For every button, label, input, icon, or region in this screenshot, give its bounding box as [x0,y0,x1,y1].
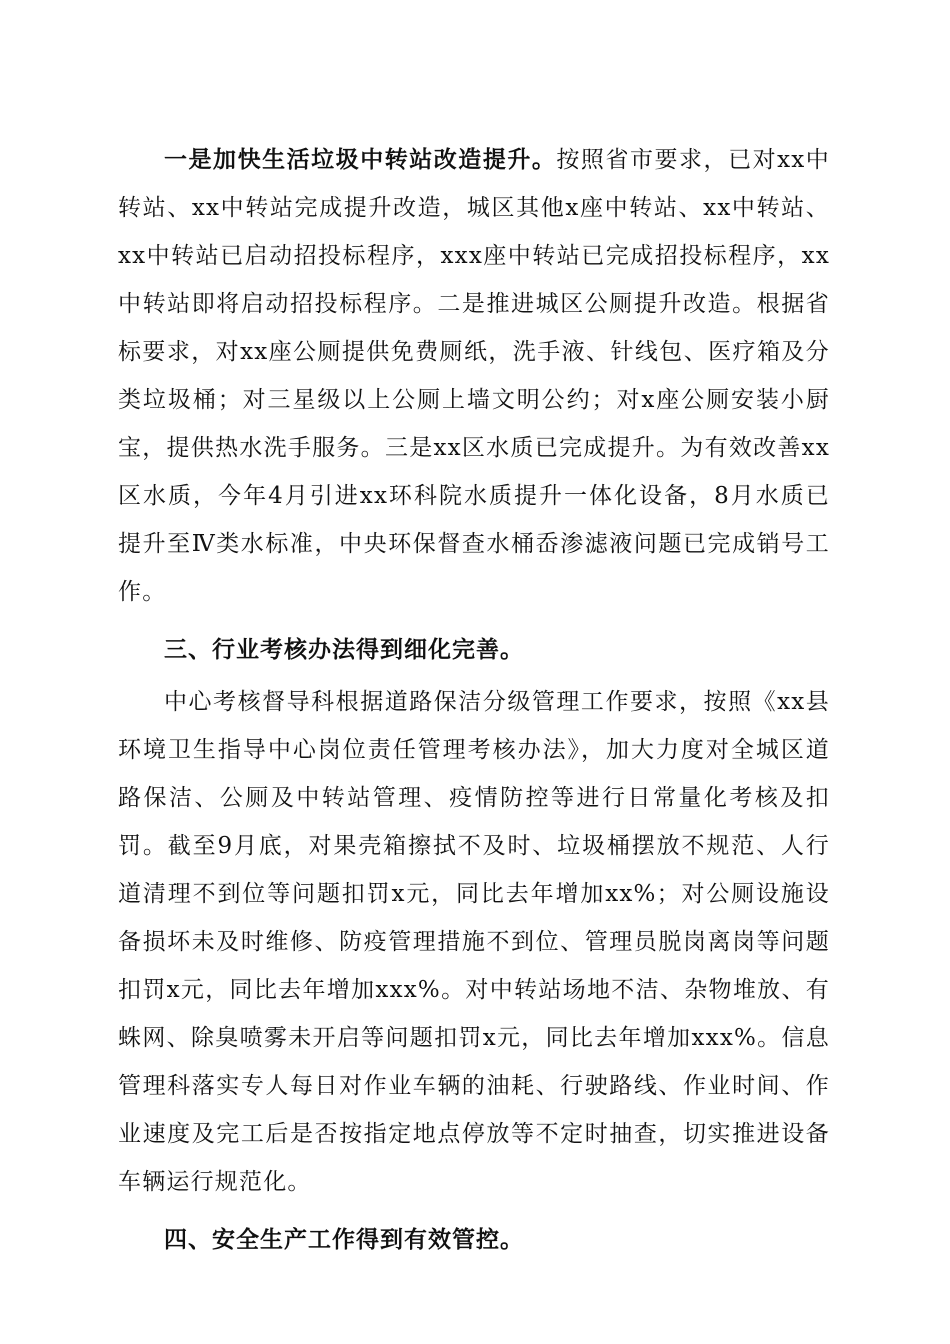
paragraph-toilet-and-transfer-station [118,136,830,616]
paragraph-assessment: 中心考核督导科根据道路保洁分级管理工作要求，按照《xx县环境卫生指导中心岗位责任管理考核办法》，加大力度对全城区道路保洁、公厕及中转站管理、疫情防控等进行日常量化考核及扣罚。截至9月底，对果壳箱擦拭不及时、垃圾桶摆放不规范、人行道清理不到位等问题扣罚x元，同比去年增加xx%；对公厕设施设备损坏未及时维修、防疫管理措施不到位、管理员脱岗离岗等问题扣罚x元，同比去年增加xxx%。对中转站场地不洁、杂物堆放、有蛛网、除臭喷雾未开启等问题扣罚x元，同比去年增加xxx%。信息管理科落实专人每日对作业车辆的油耗、行驶路线、作业时间、作业速度及完工后是否按指定地点停放等不定时抽查，切实推进设备车辆运行规范化。 [118,689,830,1195]
paragraph-lead: 一是加快生活垃圾中转站改造提升。 [164,146,557,173]
document-body [118,136,830,1268]
section-heading-4: 四、安全生产工作得到有效管控。 [164,1227,524,1253]
paragraph-body: 按照省市要求，已对xx中转站、xx中转站完成提升改造，城区其他x座中转站、xx中转站、xx中转站已启动招投标程序，xxx座中转站已完成招投标程序，xx中转站即将启动招投标程序。二是推进城区公厕提升改造。根据省标要求，对xx座公厕提供免费厕纸，洗手液、针线包、医疗箱及分类垃圾桶；对三星级以上公厕上墙文明公约；对x座公厕安装小厨宝，提供热水洗手服务。三是xx区水质已完成提升。为有效改善xx区水质，今年4月引进xx环科院水质提升一体化设备，8月水质已提升至Ⅳ类水标准，中央环保督查水桶岙渗滤液问题已完成销号工作。 [118,147,830,605]
section-heading-3: 三、行业考核办法得到细化完善。 [164,637,524,663]
